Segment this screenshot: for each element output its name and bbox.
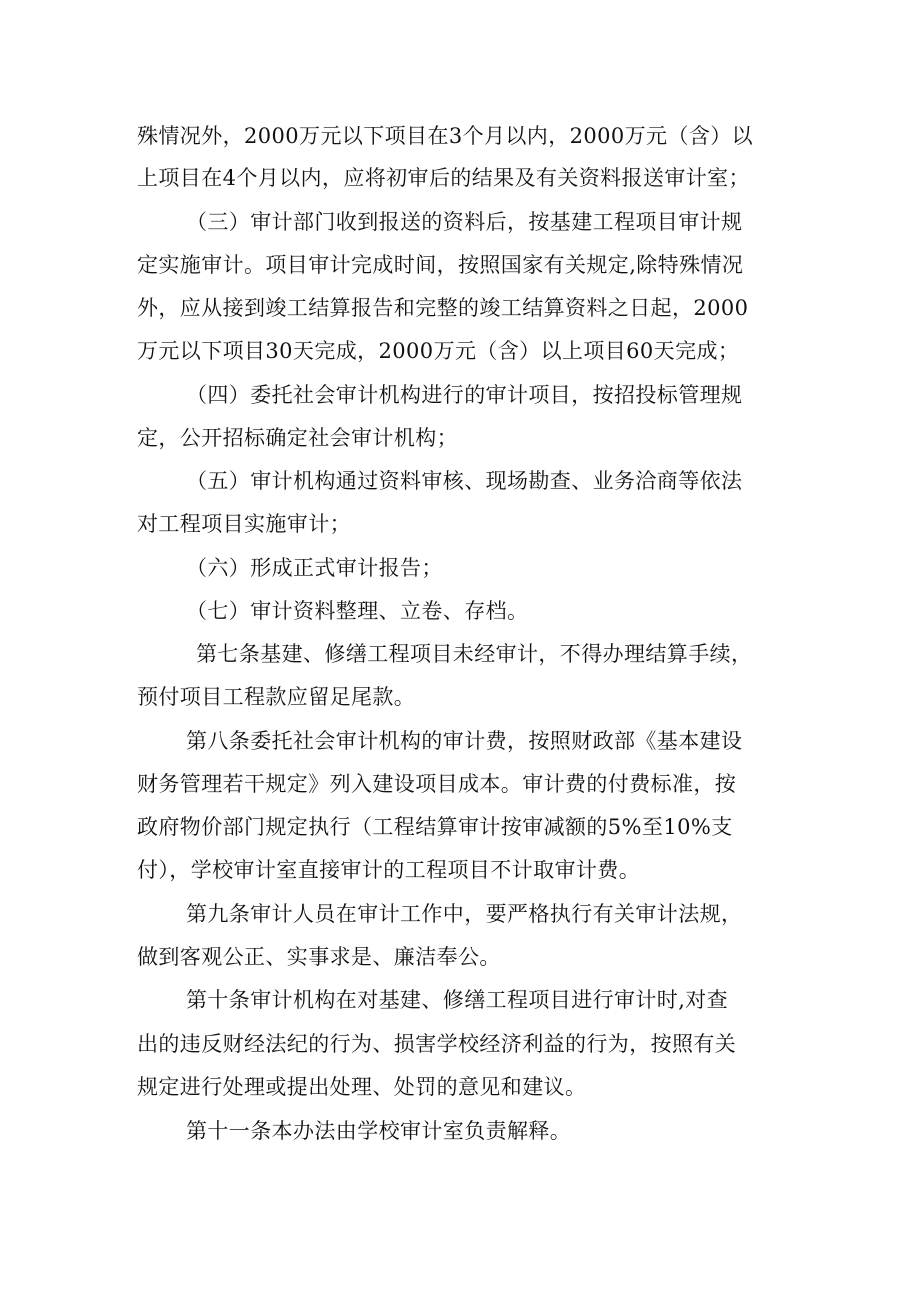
text-line: 第十一条本办法由学校审计室负责解释。 (186, 1119, 572, 1143)
text-line: 对工程项目实施审计； (137, 512, 351, 536)
text-line: 财务管理若干规定》列入建设项目成本。审计费的付费标准，按 (137, 772, 737, 796)
text-line: 外，应从接到竣工结算报告和完整的竣工结算资料之日起，2000 (137, 296, 749, 320)
text-line: 政府物价部门规定执行（工程结算审计按审减额的5%至10%支 (137, 815, 733, 839)
text-line: 第八条委托社会审计机构的审计费，按照财政部《基本建设 (186, 729, 743, 753)
text-line: 做到客观公正、实事求是、廉洁奉公。 (137, 945, 501, 969)
text-line: （七）审计资料整理、立卷、存档。 (186, 599, 529, 623)
text-line: （四）委托社会审计机构进行的审计项目，按招投标管理规 (186, 383, 743, 407)
text-line: （六）形成正式审计报告； (186, 556, 443, 580)
text-line: 第十条审计机构在对基建、修缮工程项目进行审计时,对查 (186, 988, 729, 1012)
text-line: 出的违反财经法纪的行为、损害学校经济利益的行为，按照有关 (137, 1032, 737, 1056)
text-line: 上项目在4个月以内，应将初审后的结果及有关资料报送审计室； (137, 166, 750, 190)
text-line: 定实施审计。项目审计完成时间，按照国家有关规定,除特殊情况 (137, 253, 744, 277)
text-line: 付），学校审计室直接审计的工程项目不计取审计费。 (137, 858, 641, 882)
text-line: 预付项目工程款应留足尾款。 (137, 685, 416, 709)
text-line: 殊情况外，2000万元以下项目在3个月以内，2000万元（含）以 (137, 124, 754, 148)
text-line: 第七条基建、修缮工程项目未经审计，不得办理结算手续， (196, 642, 753, 666)
text-line: 规定进行处理或提出处理、处罚的意见和建议。 (137, 1075, 587, 1099)
text-line: 第九条审计人员在审计工作中，要严格执行有关审计法规， (186, 902, 743, 926)
text-line: （五）审计机构通过资料审核、现场勘查、业务洽商等依法 (186, 469, 743, 493)
text-line: （三）审计部门收到报送的资料后，按基建工程项目审计规 (186, 210, 743, 234)
text-line: 定，公开招标确定社会审计机构； (137, 426, 458, 450)
text-line: 万元以下项目30天完成，2000万元（含）以上项目60天完成； (137, 339, 740, 363)
